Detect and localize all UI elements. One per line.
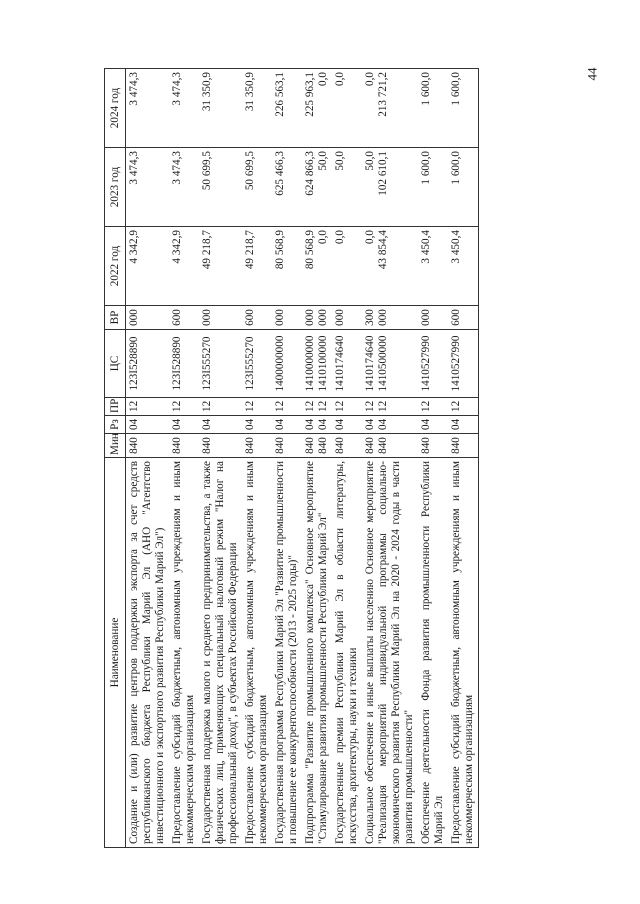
cell-2023 [272, 148, 302, 227]
cell-2022 [126, 227, 169, 306]
cell-cs [272, 330, 302, 398]
header-rz: Рз [105, 416, 126, 434]
cell-name: Государственная программа Республики Марий Эл "Развитие промышленности и повышение ее конкурентоспособности (2013 - 2025 годы)" [272, 458, 302, 848]
header-pr: ПР [105, 398, 126, 416]
cell-value: 0,0 [363, 230, 376, 244]
cell-cs [126, 330, 169, 398]
cell-value: 0,0 [363, 72, 376, 86]
cell-pr [272, 398, 302, 416]
header-2022: 2022 год [105, 227, 126, 306]
cell-value: 123I555270 [200, 336, 213, 391]
table-row [302, 69, 332, 848]
cell-value: 1 600,0 [419, 72, 432, 106]
cell-value: 300 [363, 309, 376, 326]
cell-value: 12 [449, 400, 462, 412]
cell-value: 123I555270 [243, 336, 256, 391]
cell-value: 840 [303, 437, 316, 454]
cell-vr [242, 306, 272, 330]
cell-value: 1410100000 [316, 335, 329, 392]
cell-value: 3 474,3 [128, 151, 140, 185]
cell-value: 000 [316, 309, 329, 326]
cell-pr [199, 398, 242, 416]
page-number: 44 [584, 67, 600, 81]
cell-cs [448, 330, 478, 398]
cell-value: 1410500000 [376, 335, 389, 392]
cell-value: 840 [128, 437, 140, 454]
cell-min [126, 434, 169, 458]
cell-cs [418, 330, 448, 398]
cell-min [169, 434, 199, 458]
cell-name: Предоставление субсидий бюджетным, автономным учреждениям и иным некоммерческим организациям [242, 458, 272, 848]
cell-2022 [242, 227, 272, 306]
cell-value: 04 [316, 418, 329, 430]
cell-value: 840 [449, 437, 462, 454]
cell-value: 04 [419, 418, 432, 430]
cell-cs [199, 330, 242, 398]
cell-value: 840 [376, 437, 389, 454]
cell-2022 [332, 227, 362, 306]
cell-value: 49 218,7 [200, 230, 213, 270]
cell-rz [199, 416, 242, 434]
cell-value: 1410527990 [419, 335, 432, 392]
table-row [332, 69, 362, 848]
cell-value: 226 563,1 [273, 72, 286, 117]
cell-value: 12 [243, 400, 256, 412]
cell-value: 225 963,1 [303, 72, 316, 117]
header-cs: ЦС [105, 330, 126, 398]
cell-2022 [418, 227, 448, 306]
cell-value: 000 [303, 309, 316, 326]
cell-min [242, 434, 272, 458]
cell-value: 600 [449, 309, 462, 326]
cell-min [362, 434, 418, 458]
cell-min [199, 434, 242, 458]
cell-value: 840 [316, 437, 329, 454]
cell-value: 3 474,3 [170, 151, 183, 185]
cell-rz [362, 416, 418, 434]
cell-value: 840 [273, 437, 286, 454]
header-min: Мин [105, 434, 126, 458]
cell-value: 12 [200, 400, 213, 412]
header-2023: 2023 год [105, 148, 126, 227]
header-2024: 2024 год [105, 69, 126, 148]
cell-2024 [126, 69, 169, 148]
cell-cs [242, 330, 272, 398]
cell-rz [169, 416, 199, 434]
cell-value: 12 [333, 400, 346, 412]
cell-value: 50 699,5 [243, 151, 256, 191]
cell-value: 0,0 [333, 230, 346, 244]
cell-min [272, 434, 302, 458]
cell-value: 600 [243, 309, 256, 326]
cell-pr [302, 398, 332, 416]
cell-2023 [332, 148, 362, 227]
cell-min [448, 434, 478, 458]
cell-value: 3 474,3 [170, 72, 183, 106]
cell-value: 12 [303, 400, 316, 412]
cell-vr [332, 306, 362, 330]
cell-value: 12 [419, 400, 432, 412]
header-name: Наименование [105, 458, 126, 848]
cell-2022 [169, 227, 199, 306]
cell-pr [242, 398, 272, 416]
table-row [448, 69, 478, 848]
cell-pr [332, 398, 362, 416]
cell-value: 12 [170, 400, 183, 412]
cell-value: 04 [273, 418, 286, 430]
cell-value: 000 [273, 309, 286, 326]
cell-value: 1 600,0 [449, 151, 462, 185]
cell-2024 [332, 69, 362, 148]
cell-rz [418, 416, 448, 434]
cell-min [302, 434, 332, 458]
cell-value: 000 [128, 309, 140, 326]
cell-value: 12 [363, 400, 376, 412]
cell-min [332, 434, 362, 458]
budget-table [104, 68, 479, 848]
cell-value: 000 [376, 309, 389, 326]
cell-name: Предоставление субсидий бюджетным, автономным учреждениям и иным некоммерческим организациям [169, 458, 199, 848]
cell-value: 4 342,9 [128, 230, 140, 264]
table-body [126, 69, 479, 848]
cell-2023 [362, 148, 418, 227]
cell-value: 000 [419, 309, 432, 326]
cell-value: 624 866,3 [303, 151, 316, 196]
cell-value: 4 342,9 [170, 230, 183, 264]
cell-2023 [448, 148, 478, 227]
cell-value: 43 854,4 [376, 230, 389, 270]
cell-2023 [242, 148, 272, 227]
cell-2024 [448, 69, 478, 148]
cell-value: 80 568,9 [303, 230, 316, 270]
cell-vr [169, 306, 199, 330]
cell-2022 [448, 227, 478, 306]
cell-value: 1 600,0 [449, 72, 462, 106]
table-row [199, 69, 242, 848]
cell-value: 49 218,7 [243, 230, 256, 270]
cell-rz [242, 416, 272, 434]
cell-name: Государственная поддержка малого и среднего предпринимательства, а также физических лиц, применяющих специальный налоговый режим "Налог на профессиональный доход", в субъектах Российской Федерации [199, 458, 242, 848]
table-row [169, 69, 199, 848]
cell-value: 3 450,4 [449, 230, 462, 264]
cell-pr [169, 398, 199, 416]
cell-value: 04 [303, 418, 316, 430]
table-row [126, 69, 169, 848]
cell-value: 1 600,0 [419, 151, 432, 185]
cell-name: Создание и (или) развитие центров поддержки экспорта за счет средств республиканского бюджета Республики Марий Эл (АНО "Агентство инвестиционного и экспортного развития Республики Марий Эл") [126, 458, 169, 848]
table-header [105, 69, 126, 848]
cell-2024 [418, 69, 448, 148]
cell-value: 1410174640 [333, 335, 346, 392]
table-row [242, 69, 272, 848]
cell-value: 0,0 [333, 72, 346, 86]
cell-2023 [199, 148, 242, 227]
cell-cs [332, 330, 362, 398]
cell-value: 0,0 [316, 230, 329, 244]
cell-vr [272, 306, 302, 330]
cell-name: Предоставление субсидий бюджетным, автономным учреждениям и иным некоммерческим организациям [448, 458, 478, 848]
cell-value: 213 721,2 [376, 72, 389, 117]
cell-vr [418, 306, 448, 330]
cell-name: Обеспечение деятельности Фонда развития промышленности Республики Марий Эл [418, 458, 448, 848]
cell-2023 [126, 148, 169, 227]
cell-pr [126, 398, 169, 416]
cell-value: 625 466,3 [273, 151, 286, 196]
cell-vr [199, 306, 242, 330]
table-row [272, 69, 302, 848]
cell-2022 [302, 227, 332, 306]
cell-2024 [242, 69, 272, 148]
cell-value: 1400000000 [273, 335, 286, 392]
cell-value: 1410174640 [363, 335, 376, 392]
cell-2022 [362, 227, 418, 306]
cell-2023 [169, 148, 199, 227]
cell-rz [126, 416, 169, 434]
cell-cs [169, 330, 199, 398]
cell-value: 50,0 [316, 151, 329, 171]
cell-value: 123I528890 [170, 336, 183, 391]
cell-value: 0,0 [316, 72, 329, 86]
cell-cs [362, 330, 418, 398]
cell-value: 50 699,5 [200, 151, 213, 191]
cell-value: 840 [363, 437, 376, 454]
cell-pr [448, 398, 478, 416]
cell-value: 12 [376, 400, 389, 412]
cell-name: Подпрограмма "Развитие промышленного комплекса" Основное мероприятие "Стимулирование развития промышленности Республики Марий Эл" [302, 458, 332, 848]
cell-value: 04 [128, 418, 140, 430]
cell-value: 04 [449, 418, 462, 430]
cell-value: 600 [170, 309, 183, 326]
cell-value: 3 450,4 [419, 230, 432, 264]
cell-value: 12 [273, 400, 286, 412]
cell-value: 840 [243, 437, 256, 454]
cell-cs [302, 330, 332, 398]
cell-value: 840 [200, 437, 213, 454]
cell-rz [332, 416, 362, 434]
cell-min [418, 434, 448, 458]
cell-pr [362, 398, 418, 416]
cell-value: 80 568,9 [273, 230, 286, 270]
cell-value: 31 350,9 [200, 72, 213, 112]
table-row [418, 69, 448, 848]
cell-value: 123I528890 [128, 336, 140, 391]
cell-vr [362, 306, 418, 330]
cell-2022 [272, 227, 302, 306]
cell-value: 04 [170, 418, 183, 430]
cell-rz [448, 416, 478, 434]
cell-value: 12 [316, 400, 329, 412]
cell-2023 [418, 148, 448, 227]
cell-value: 840 [170, 437, 183, 454]
cell-2024 [199, 69, 242, 148]
cell-vr [302, 306, 332, 330]
cell-2024 [272, 69, 302, 148]
cell-value: 840 [333, 437, 346, 454]
cell-value: 04 [243, 418, 256, 430]
cell-2023 [302, 148, 332, 227]
cell-rz [302, 416, 332, 434]
cell-vr [448, 306, 478, 330]
cell-value: 04 [200, 418, 213, 430]
cell-2024 [302, 69, 332, 148]
cell-name: Государственные премии Республики Марий Эл в области литературы, искусства, архитектуры, науки и техники [332, 458, 362, 848]
cell-value: 102 610,1 [376, 151, 389, 196]
cell-value: 04 [376, 418, 389, 430]
cell-value: 12 [128, 400, 140, 412]
cell-value: 1410000000 [303, 335, 316, 392]
header-vr: ВР [105, 306, 126, 330]
cell-value: 3 474,3 [128, 72, 140, 106]
cell-value: 04 [363, 418, 376, 430]
rotated-table-container [104, 68, 556, 848]
cell-name: Социальное обеспечение и иные выплаты населению Основное мероприятие "Реализация мероприятий индивидуальной программы социально-экономического развития Республики Марий Эл на 2020 - 2024 годы в части развития промышленности" [362, 458, 418, 848]
cell-value: 04 [333, 418, 346, 430]
cell-2024 [169, 69, 199, 148]
cell-value: 50,0 [363, 151, 376, 171]
cell-value: 1410527990 [449, 335, 462, 392]
cell-value: 000 [200, 309, 213, 326]
cell-value: 840 [419, 437, 432, 454]
cell-pr [418, 398, 448, 416]
cell-2024 [362, 69, 418, 148]
table-row [362, 69, 418, 848]
cell-value: 000 [333, 309, 346, 326]
cell-2022 [199, 227, 242, 306]
cell-value: 31 350,9 [243, 72, 256, 112]
cell-vr [126, 306, 169, 330]
cell-value: 50,0 [333, 151, 346, 171]
cell-rz [272, 416, 302, 434]
